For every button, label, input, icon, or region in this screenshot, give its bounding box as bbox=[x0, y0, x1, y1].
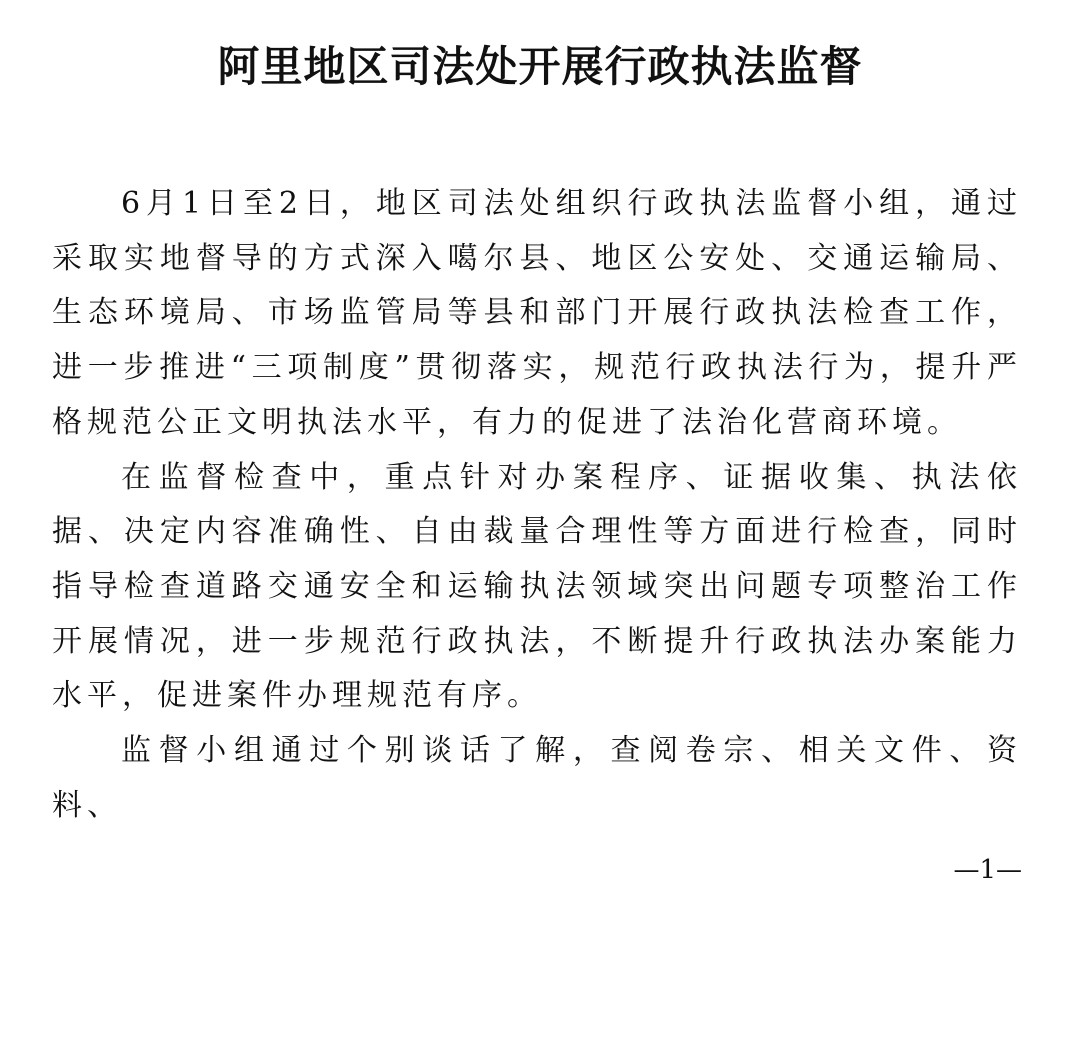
document-body bbox=[52, 177, 1022, 833]
page-number: —1— bbox=[953, 855, 1022, 885]
paragraph-1: 6月1日至2日，地区司法处组织行政执法监督小组，通过采取实地督导的方式深入噶尔县、地区公安处、交通运输局、生态环境局、市场监管局等县和部门开展行政执法检查工作，进一步推进“三项制度”贯彻落实，规范行政执法行为，提升严格规范公正文明执法水平，有力的促进了法治化营商环境。 bbox=[52, 186, 1022, 440]
paragraph-3: 监督小组通过个别谈话了解，查阅卷宗、相关文件、资料、 bbox=[52, 733, 1022, 823]
page-title: 阿里地区司法处开展行政执法监督 bbox=[217, 42, 863, 91]
paragraph-2: 在监督检查中，重点针对办案程序、证据收集、执法依据、决定内容准确性、自由裁量合理性等方面进行检查，同时指导检查道路交通安全和运输执法领域突出问题专项整治工作开展情况，进一步规范行政执法，不断提升行政执法办案能力水平，促进案件办理规范有序。 bbox=[52, 459, 1022, 714]
